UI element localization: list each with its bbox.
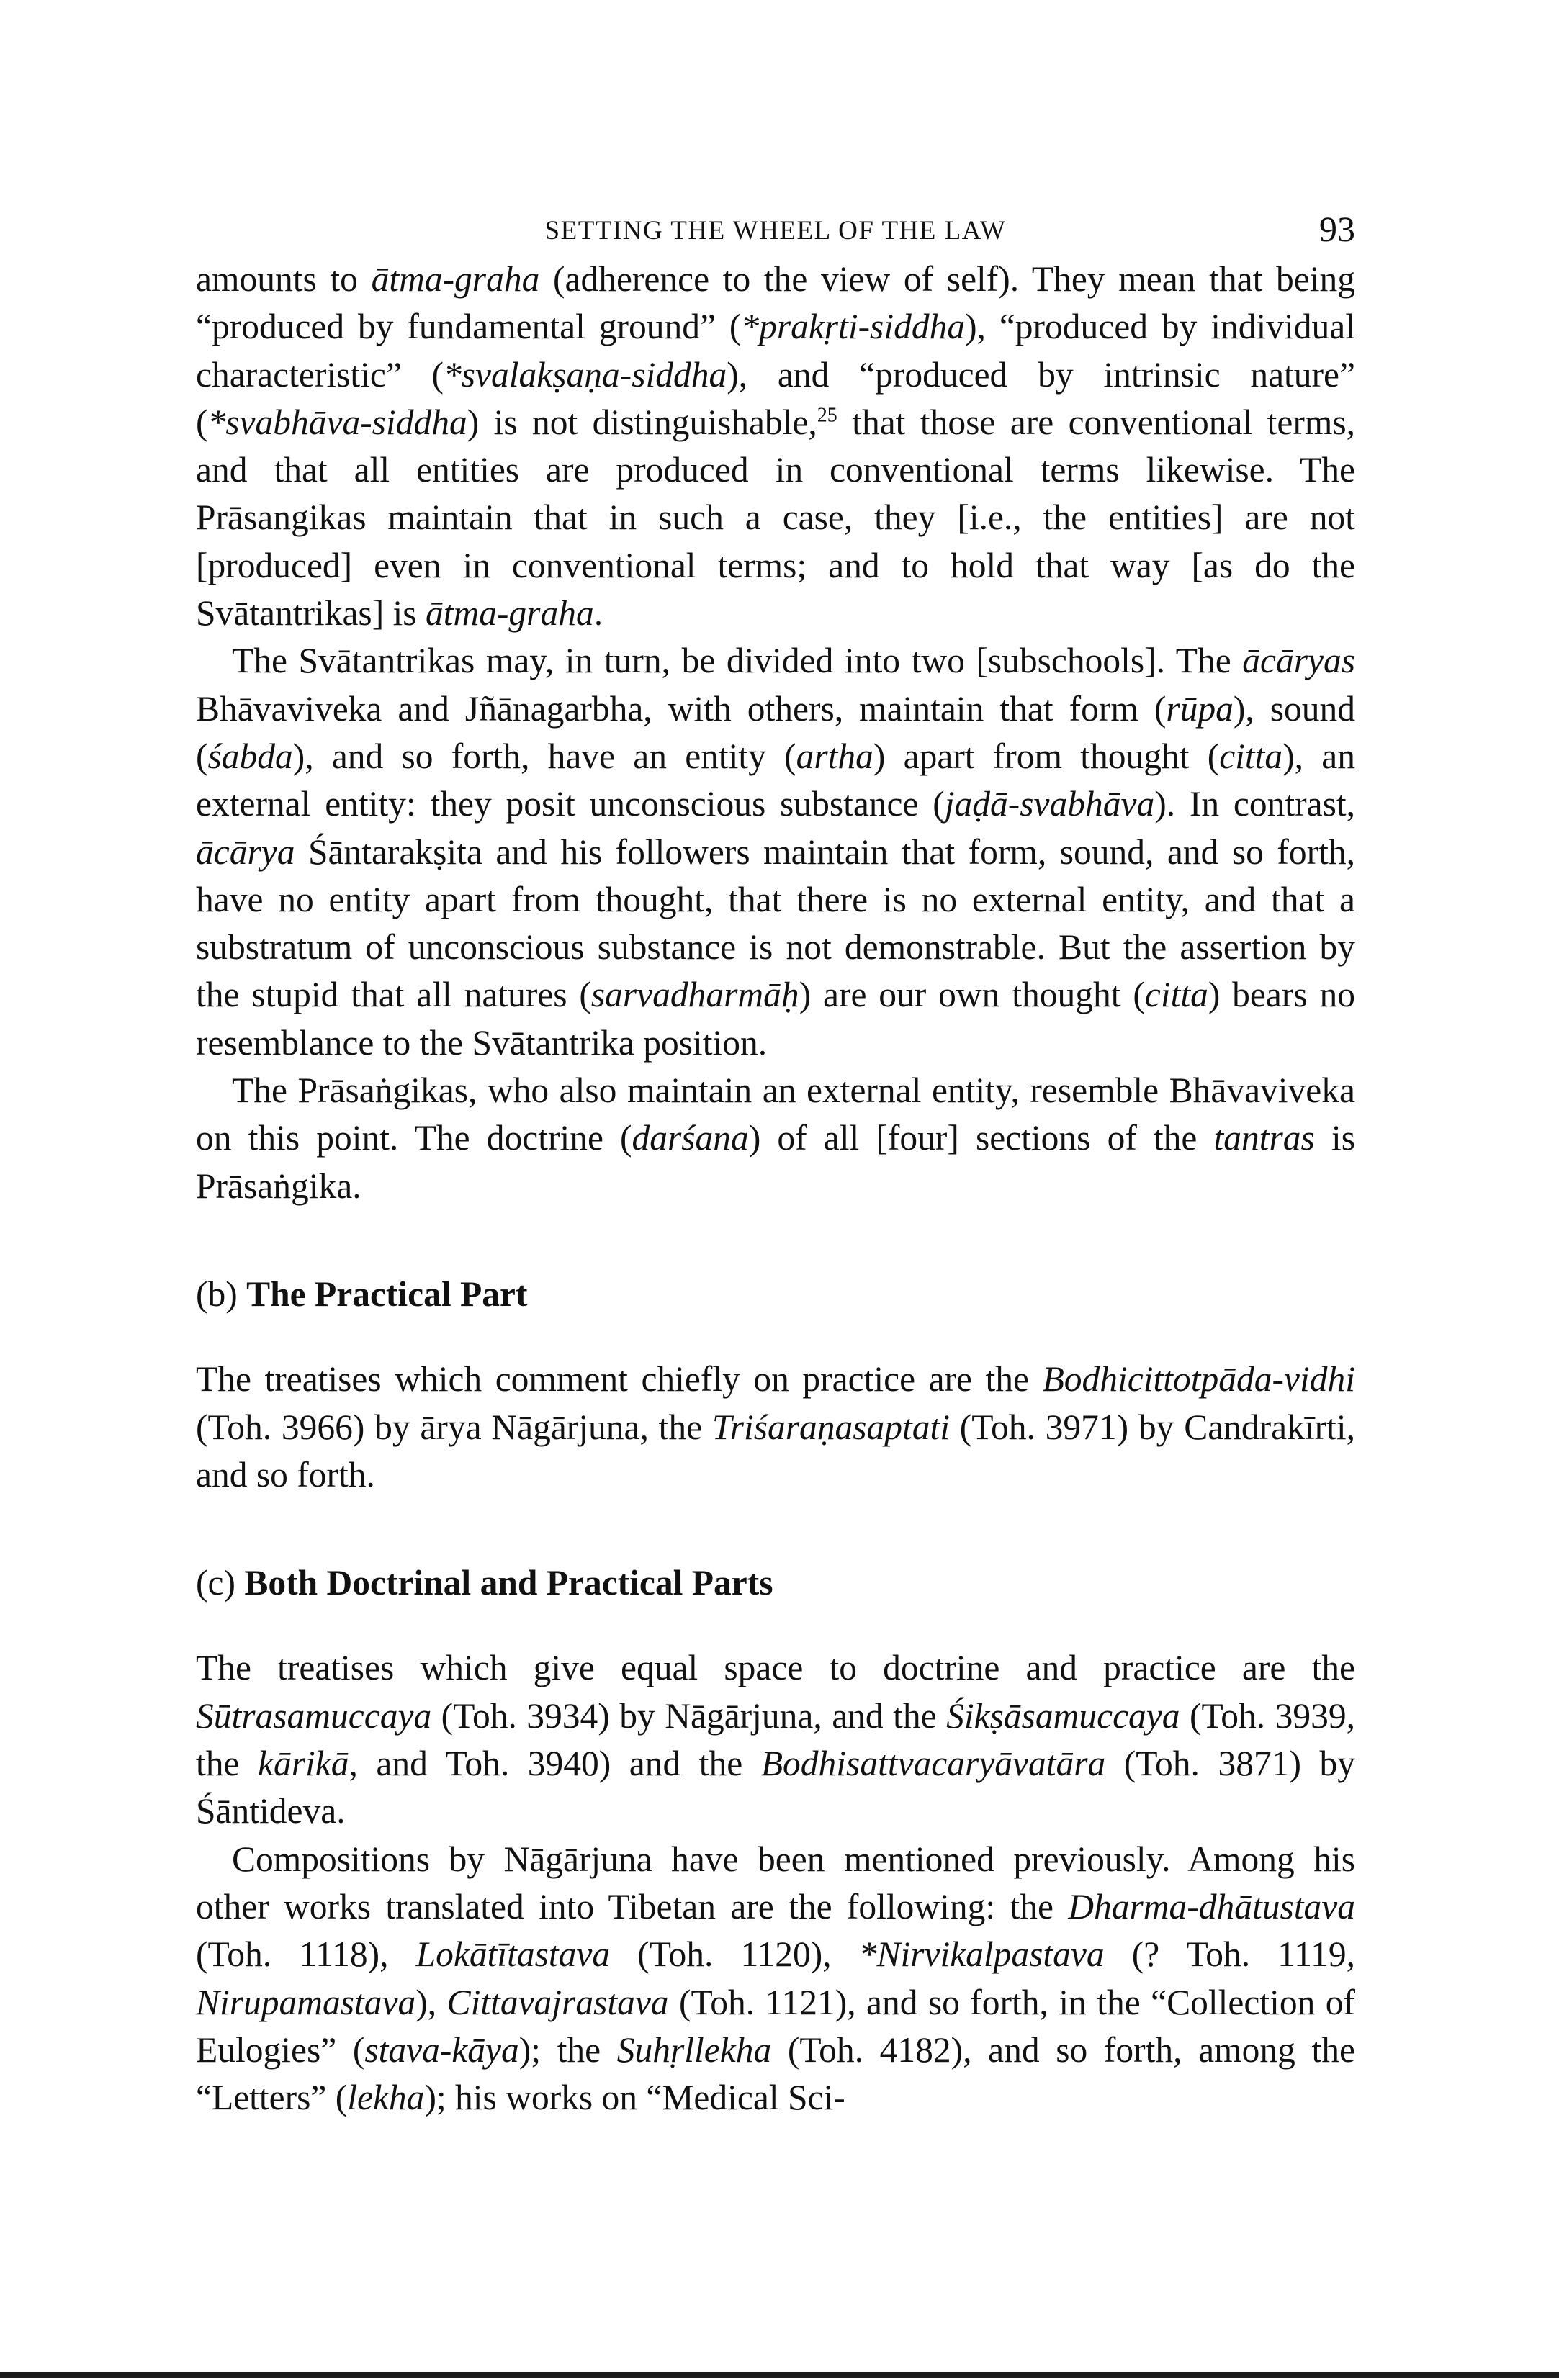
paragraph-doctrinal-practical [196,1644,1355,1835]
section-label: (c) [196,1563,245,1603]
text-run: (adherence to the view of self). They mean that being “produced by fundamental ground” ( [196,259,1355,347]
italic-term: lekha [347,2078,425,2118]
text-run: Compositions by Nāgārjuna have been mentioned previously. Among his other works translated into Tibetan are the following: the [196,1839,1355,1926]
text-run: . [593,593,603,634]
italic-term: Triśaraṇasaptati [711,1407,951,1447]
spacer [196,1210,1355,1271]
italic-term: artha [796,736,873,776]
italic-term: Bodhicittotpāda-vidhi [1042,1359,1355,1399]
italic-term: Cittavajrastava [446,1982,669,2022]
italic-term: ācārya [196,831,295,872]
text-run: ); the [518,2029,617,2070]
paragraph-practical-part [196,1356,1355,1499]
text-run: The treatises which give equal space to doctrine and practice are the [196,1648,1355,1688]
italic-term: *svalakṣaṇa-siddha [444,354,727,395]
text-run: ), and so forth, have an entity ( [292,736,796,776]
italic-term: *svabhāva-siddha [207,402,467,442]
text-run: ), and “produced by intrinsic nature” ( [196,354,1355,442]
text-run: amounts to [196,259,372,299]
paragraph-nagarjuna-works [196,1836,1355,2122]
italic-term: kārikā [258,1744,349,1784]
italic-term: ācāryas [1242,641,1355,681]
book-page [196,205,1355,2122]
text-run: ); his works on “Medical Sci- [424,2078,845,2118]
italic-term: Sūtrasamuccaya [196,1695,432,1736]
italic-term: Lokātītastava [415,1934,611,1975]
spacer [196,1607,1355,1644]
text-run: is Prāsaṅgika. [196,1118,1355,1206]
italic-term: tantras [1213,1118,1315,1158]
italic-term: Suhṛllekha [616,2029,772,2070]
paragraph-prasangikas [196,1067,1355,1210]
italic-term: Bodhisattvacaryāvatāra [760,1744,1106,1784]
section-title: Both Doctrinal and Practical Parts [244,1563,773,1603]
paragraph-svatantrikas [196,637,1355,1067]
italic-term: *prakṛti-siddha [741,307,966,347]
italic-term: Dharma-dhātustava [1068,1886,1355,1926]
text-run: The Svātantrikas may, in turn, be divided into two [subschools]. The [232,641,1243,681]
italic-term: Śikṣāsamuccaya [946,1695,1180,1736]
footnote-marker: 25 [817,404,837,427]
italic-term: śabda [207,736,293,776]
text-run: ), sound ( [196,688,1355,776]
section-heading-c [196,1559,1355,1607]
spacer [196,1318,1355,1356]
italic-term: citta [1219,736,1283,776]
text-run: ) of all [four] sections of the [748,1118,1214,1158]
text-run: (Toh. 1121), and so forth, in the “Collection of Eulogies” ( [196,1982,1355,2070]
text-run: ) are our own thought ( [799,975,1145,1015]
text-run: Śāntarakṣita and his followers maintain that form, sound, and so forth, have no entity apart from thought, that there is no external entity, and that a substratum of unconscious substance is not demonstrable. But the assertion by the stupid that all natures ( [196,831,1355,1015]
italic-term: ātma-graha [371,259,540,299]
italic-term: darśana [632,1118,749,1158]
text-run: that those are conventional terms, and that all entities are produced in conventional terms likewise. The Prāsangikas maintain that in such a case, they [i.e., the entities] are not [produced] even in conventional terms; and to hold that way [as do the Svātantrikas] is [196,402,1356,634]
text-run: (? Toh. 1119, [1104,1934,1355,1975]
text-run: (Toh. 3966) by ārya Nāgārjuna, the [196,1407,712,1447]
paragraph-atma-graha [196,256,1355,637]
text-run: The Prāsaṅgikas, who also maintain an external entity, resemble Bhāvaviveka on this point. The doctrine ( [196,1070,1355,1158]
text-run: , and Toh. 3940) and the [349,1744,761,1784]
page-number: 93 [1319,209,1355,249]
italic-term: citta [1144,975,1208,1015]
section-title: The Practical Part [246,1274,528,1314]
spacer [196,1499,1355,1559]
text-run: ), “produced by individual characteristic” ( [196,307,1355,395]
italic-term: ātma-graha [425,593,594,634]
text-run: (Toh. 4182), and so forth, among the “Letters” ( [196,2029,1355,2118]
text-run: ), [415,1982,447,2022]
text-run: (Toh. 1120), [610,1934,859,1975]
running-head [196,205,1355,256]
italic-term: sarvadharmāḥ [590,975,799,1015]
text-run: (Toh. 3934) by Nāgārjuna, and the [431,1695,947,1736]
running-title: SETTING THE WHEEL OF THE LAW [544,216,1007,245]
italic-term: rūpa [1166,688,1234,729]
section-label: (b) [196,1274,247,1314]
text-run: The treatises which comment chiefly on practice are the [196,1359,1043,1399]
italic-term: stava-kāya [364,2029,519,2070]
italic-term: jaḍā-svabhāva [944,784,1155,824]
text-run: (Toh. 3871) by Śāntideva. [196,1744,1355,1831]
text-run: ) apart from thought ( [873,736,1220,776]
text-run: (Toh. 3939, the [196,1695,1355,1784]
italic-term: *Nirvikalpastava [858,1934,1105,1975]
scan-bottom-edge [0,2372,1559,2378]
text-run: ) bears no resemblance to the Svātantrika position. [196,975,1355,1063]
italic-term: Nirupamastava [196,1982,416,2022]
section-heading-b [196,1271,1355,1318]
text-run: ) is not distinguishable, [467,402,817,442]
text-run: (Toh. 3971) by Candrakīrti, and so forth. [196,1407,1356,1495]
text-run: ). In contrast, [1154,784,1355,824]
text-run: (Toh. 1118), [196,1934,416,1975]
text-run: Bhāvaviveka and Jñānagarbha, with others, maintain that form ( [196,688,1167,729]
text-run: ), an external entity: they posit unconscious substance ( [196,736,1355,824]
